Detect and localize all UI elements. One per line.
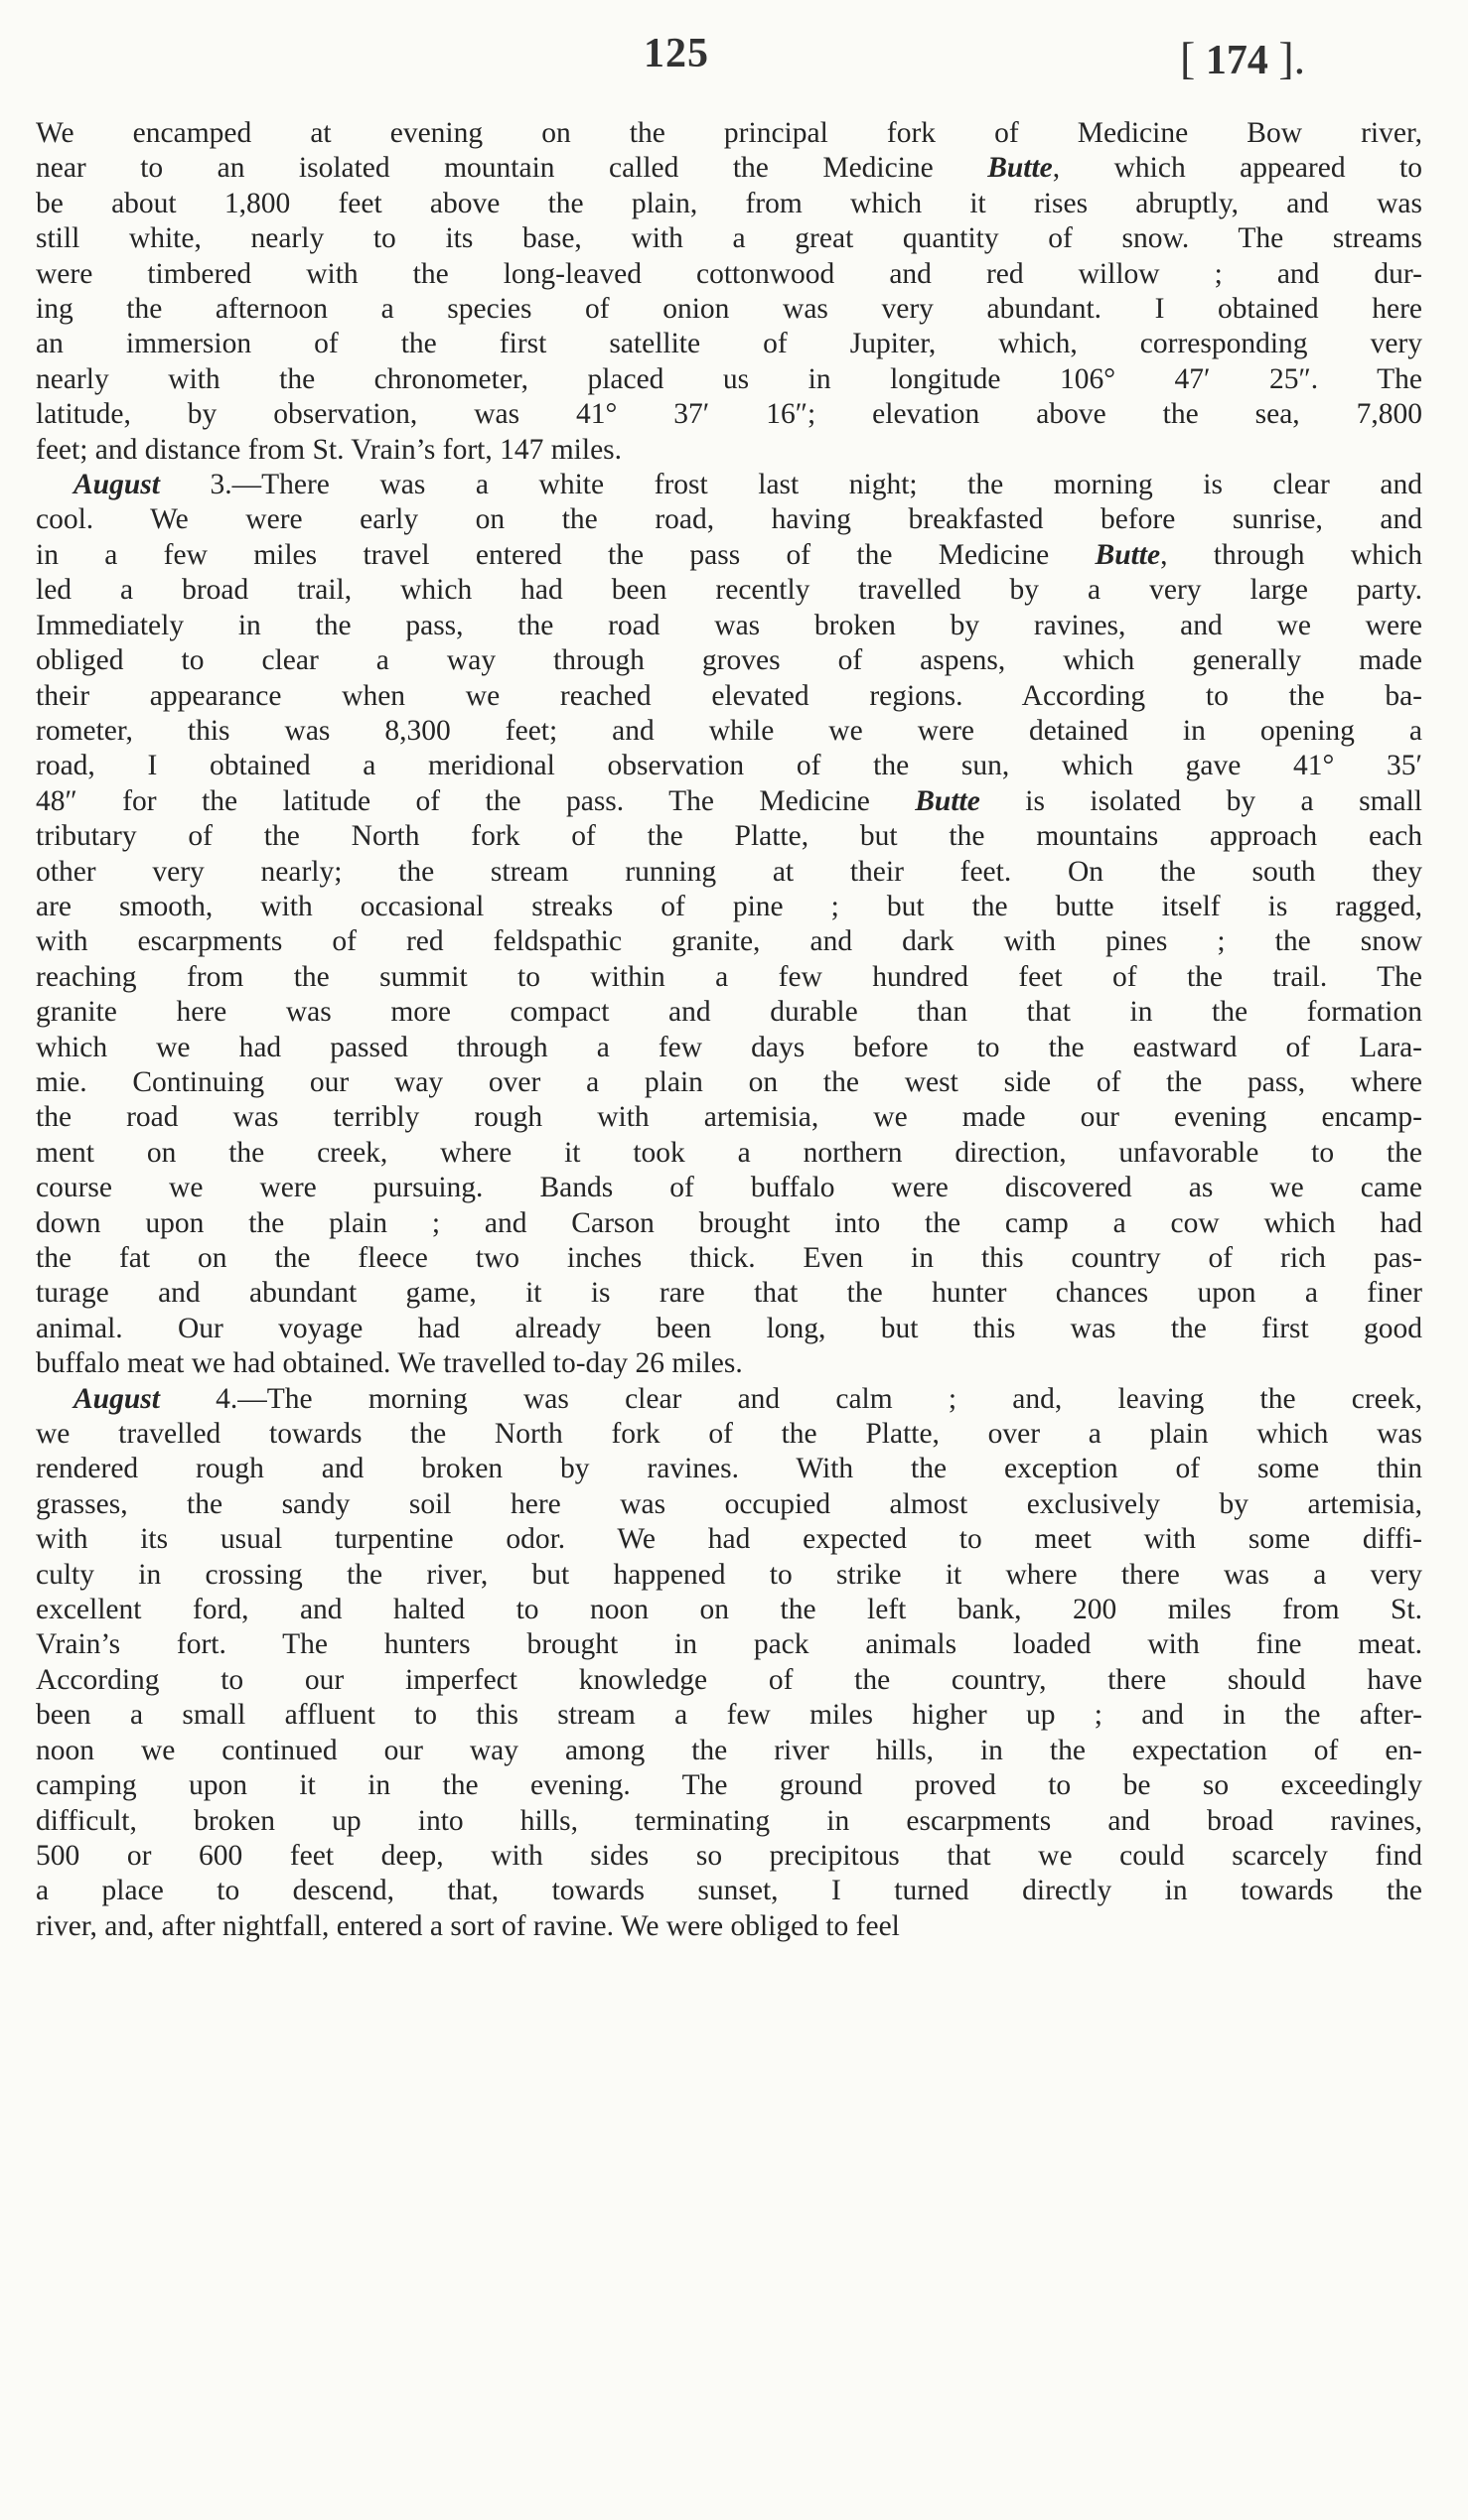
text-line: other very nearly; the stream running at their feet. On the south they	[36, 855, 1422, 888]
text-line: the fat on the fleece two inches thick. Even in this country of rich pas-	[36, 1242, 1422, 1274]
text-line: road, I obtained a meridional observation of the sun, which gave 41° 35′	[36, 750, 1422, 782]
text-line: still white, nearly to its base, with a great quantity of snow. The streams	[36, 222, 1422, 255]
text-line: excellent ford, and halted to noon on the left bank, 200 miles from St.	[36, 1594, 1422, 1626]
document-reference	[1180, 32, 1305, 84]
text-line: the road was terribly rough with artemisia, we made our evening encamp-	[36, 1101, 1422, 1134]
page-header	[0, 22, 1468, 91]
text-line: August 3.—There was a white frost last night; the morning is clear and	[73, 469, 1422, 501]
text-line: camping upon it in the evening. The ground proved to be so exceedingly	[36, 1769, 1422, 1802]
text-line: buffalo meat we had obtained. We travelled to-day 26 miles.	[36, 1347, 743, 1380]
text-line: obliged to clear a way through groves of aspens, which generally made	[36, 644, 1422, 677]
text-line: 48″ for the latitude of the pass. The Medicine Butte is isolated by a small	[36, 784, 1422, 817]
text-line: animal. Our voyage had already been long, but this was the first good	[36, 1312, 1422, 1344]
text-line: were timbered with the long-leaved cottonwood and red willow ; and dur-	[36, 257, 1422, 290]
text-line: be about 1,800 feet above the plain, from which it rises abruptly, and was	[36, 187, 1422, 219]
text-line: river, and, after nightfall, entered a sort of ravine. We were obliged to feel	[36, 1909, 900, 1942]
text-line: their appearance when we reached elevated regions. According to the ba-	[36, 679, 1422, 712]
text-line: latitude, by observation, was 41° 37′ 16″; elevation above the sea, 7,800	[36, 398, 1422, 431]
text-line: grasses, the sandy soil here was occupied almost exclusively by artemisia,	[36, 1487, 1422, 1520]
text-line: culty in crossing the river, but happened to strike it where there was a very	[36, 1558, 1422, 1591]
text-line: rendered rough and broken by ravines. With the exception of some thin	[36, 1453, 1422, 1485]
text-line: August 4.—The morning was clear and calm ; and, leaving the creek,	[73, 1382, 1422, 1415]
text-line: granite here was more compact and durable than that in the formation	[36, 996, 1422, 1029]
text-line: with escarpments of red feldspathic granite, and dark with pines ; the snow	[36, 925, 1422, 958]
text-line: which we had passed through a few days before to the eastward of Lara-	[36, 1031, 1422, 1063]
text-line: nearly with the chronometer, placed us in longitude 106° 47′ 25″. The	[36, 362, 1422, 395]
italic-text: August	[73, 1382, 160, 1415]
text-line: Vrain’s fort. The hunters brought in pack animals loaded with fine meat.	[36, 1628, 1422, 1661]
italic-text: August	[73, 469, 160, 501]
text-line: rometer, this was 8,300 feet; and while we were detained in opening a	[36, 714, 1422, 747]
text-line: been a small affluent to this stream a few miles higher up ; and in the after-	[36, 1699, 1422, 1732]
text-line: 500 or 600 feet deep, with sides so precipitous that we could scarcely find	[36, 1839, 1422, 1872]
text-line: noon we continued our way among the river hills, in the expectation of en-	[36, 1734, 1422, 1766]
text-line: reaching from the summit to within a few hundred feet of the trail. The	[36, 960, 1422, 993]
text-line: led a broad trail, which had been recently travelled by a very large party.	[36, 574, 1422, 607]
text-line: an immersion of the first satellite of Jupiter, which, corresponding very	[36, 328, 1422, 360]
italic-text: Butte	[1095, 538, 1161, 571]
doc-ref-open-bracket: [	[1180, 33, 1196, 83]
doc-ref-close-bracket: ].	[1278, 33, 1306, 83]
text-line: ing the afternoon a species of onion was very abundant. I obtained here	[36, 293, 1422, 326]
text-line: near to an isolated mountain called the Medicine Butte, which appeared to	[36, 152, 1422, 185]
text-line: cool. We were early on the road, having breakfasted before sunrise, and	[36, 503, 1422, 536]
text-line: course we were pursuing. Bands of buffalo were discovered as we came	[36, 1172, 1422, 1204]
text-line: mie. Continuing our way over a plain on the west side of the pass, where	[36, 1065, 1422, 1098]
body-text	[36, 116, 1422, 1944]
text-line: difficult, broken up into hills, terminating in escarpments and broad ravines,	[36, 1804, 1422, 1837]
text-line: in a few miles travel entered the pass of the Medicine Butte, through which	[36, 538, 1422, 571]
text-line: with its usual turpentine odor. We had expected to meet with some diffi-	[36, 1523, 1422, 1556]
doc-ref-number: 174	[1205, 38, 1268, 83]
text-line: we travelled towards the North fork of the Platte, over a plain which was	[36, 1418, 1422, 1451]
text-line: turage and abundant game, it is rare that the hunter chances upon a finer	[36, 1277, 1422, 1310]
text-line: tributary of the North fork of the Platte, but the mountains approach each	[36, 820, 1422, 853]
text-line: down upon the plain ; and Carson brought into the camp a cow which had	[36, 1206, 1422, 1239]
text-line: According to our imperfect knowledge of the country, there should have	[36, 1663, 1422, 1696]
italic-text: Butte	[987, 152, 1053, 185]
text-line: feet; and distance from St. Vrain’s fort, 147 miles.	[36, 433, 623, 466]
text-line: ment on the creek, where it took a northern direction, unfavorable to the	[36, 1136, 1422, 1169]
page-number: 125	[644, 31, 709, 76]
text-line: Immediately in the pass, the road was broken by ravines, and we were	[36, 609, 1422, 641]
italic-text: Butte	[915, 784, 980, 817]
text-line: We encamped at evening on the principal fork of Medicine Bow river,	[36, 117, 1422, 149]
text-line: are smooth, with occasional streaks of pine ; but the butte itself is ragged,	[36, 890, 1422, 922]
text-line: a place to descend, that, towards sunset, I turned directly in towards the	[36, 1875, 1422, 1907]
